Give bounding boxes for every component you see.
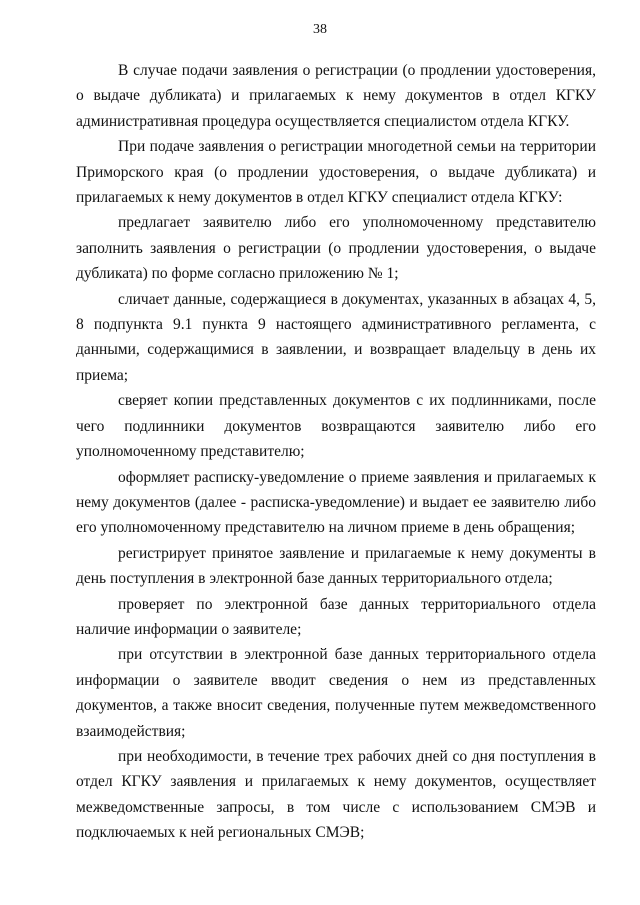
paragraph-receipt-notice: оформляет расписку-уведомление о приеме заявления и прилагаемых к нему документов (далее - расписка-уведомление) и выдает ее заявителю либо его уполномоченному представителю на личном приеме в день обращения; — [76, 468, 596, 537]
paragraph-enter-data: при отсутствии в электронной базе данных территориального отдела информации о заявителе вводит сведения о нем из представленных документов, а также вносит сведения, полученные путем межведомственного взаимодействия; — [76, 646, 596, 740]
paragraph-interagency-requests: при необходимости, в течение трех рабочих дней со дня поступления в отдел КГКУ заявления и прилагаемых к нему документов, осуществляет межведомственные запросы, в том числе с использованием СМЭВ и подключаемых к ней региональных СМЭВ; — [76, 747, 596, 842]
document-body — [76, 58, 596, 846]
paragraph-filing-case: В случае подачи заявления о регистрации (о продлении удостоверения, о выдаче дубликата) и прилагаемых к нему документов в отдел КГКУ административная процедура осуществляется специалистом отдела КГКУ. — [76, 62, 596, 130]
paragraph-specialist-intro: При подаче заявления о регистрации многодетной семьи на территории Приморского края (о продлении удостоверения, о выдаче дубликата) и прилагаемых к нему документов в отдел КГКУ специалист отдела КГКУ: — [76, 138, 596, 207]
paragraph-offer-form: предлагает заявителю либо его уполномоченному представителю заполнить заявления о регистрации (о продлении удостоверения, о выдаче дубликата) по форме согласно приложению № 1; — [76, 214, 596, 283]
page-number: 38 — [313, 22, 327, 37]
paragraph-check-database: проверяет по электронной базе данных территориального отдела наличие информации о заявителе; — [76, 595, 596, 638]
paragraph-register-application: регистрирует принятое заявление и прилагаемые к нему документы в день поступления в электронной базе данных территориального отдела; — [76, 544, 596, 588]
paragraph-verify-copies: сверяет копии представленных документов с их подлинниками, после чего подлинники документов возвращаются заявителю либо его уполномоченному представителю; — [76, 392, 596, 461]
paragraph-compare-data: сличает данные, содержащиеся в документах, указанных в абзацах 4, 5, 8 подпункта 9.1 пункта 9 настоящего административного регламента, с данными, содержащимися в заявлении, и возвращает владельцу в день их приема; — [76, 290, 596, 384]
